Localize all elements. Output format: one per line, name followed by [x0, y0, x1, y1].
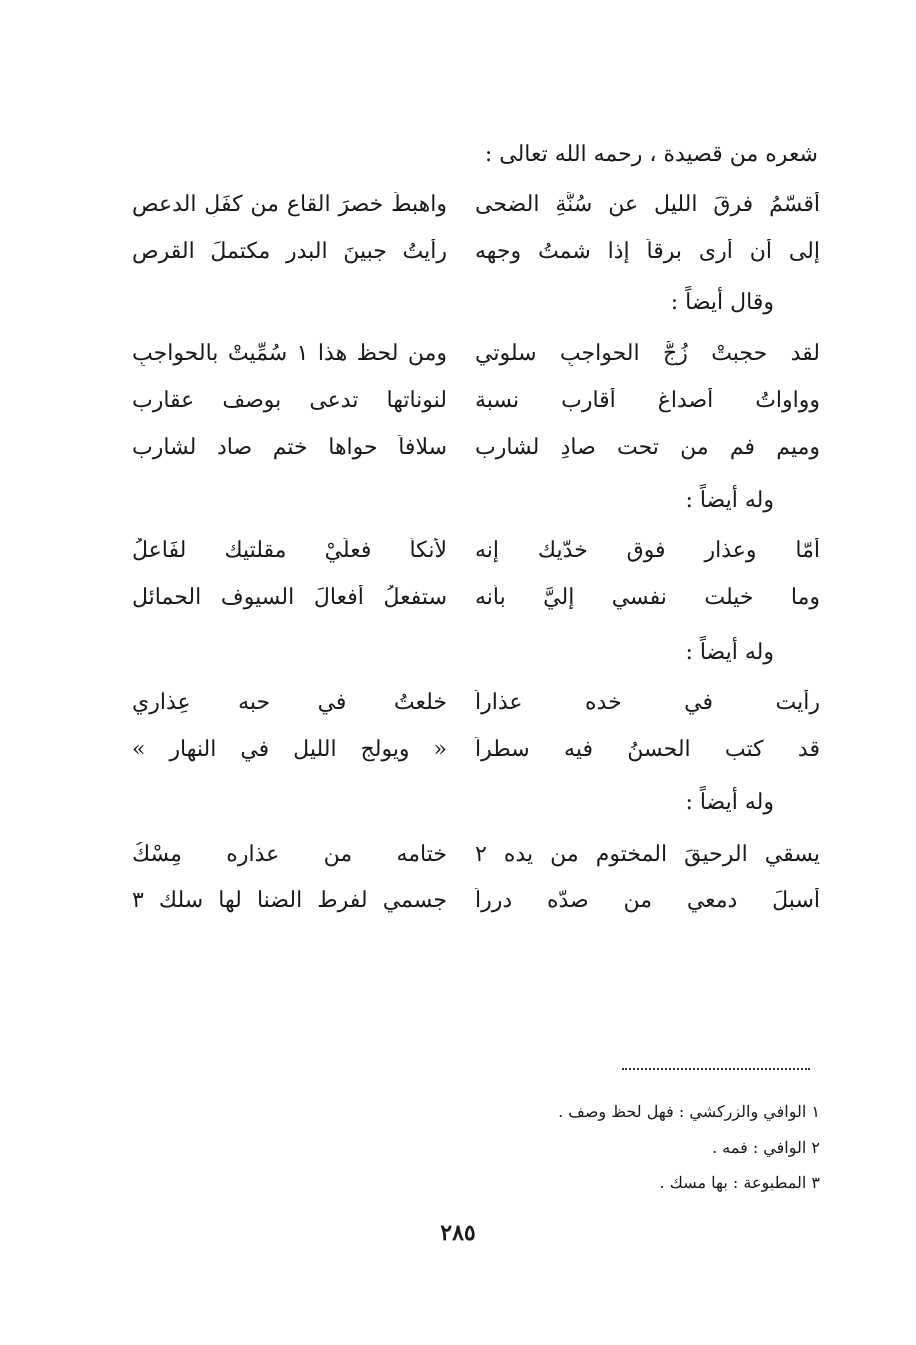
- verse-second-hemistich: سلافاً حواها ختم صاد لشارب: [132, 435, 447, 460]
- verse-first-hemistich: رأيت في خده عذاراً: [475, 690, 820, 715]
- section-heading: وله أيضاً :: [685, 640, 774, 665]
- verse-line: [120, 341, 820, 381]
- verse-first-hemistich: أسبلَ دمعي من صدّه درراً: [475, 888, 820, 913]
- verse-first-hemistich: وواواتُ أصداغ أقارب نسبة: [475, 388, 820, 413]
- verse-first-hemistich: إلى أن أرى برقاً إذا شمتُ وجهه: [475, 239, 820, 264]
- verse-line: [120, 435, 820, 475]
- footnote: ٢ الوافي : فمه .: [712, 1138, 820, 1157]
- verse-first-hemistich: وما خيلت نفسي إليَّ بأنه: [475, 585, 820, 610]
- verse-line: [120, 842, 820, 882]
- verse-line: [120, 737, 820, 777]
- section-heading: وله أيضاً :: [685, 488, 774, 513]
- verse-second-hemistich: لنوناتها تدعى بوصف عقارب: [132, 388, 447, 413]
- verse-line: [120, 388, 820, 428]
- verse-first-hemistich: لقد حجبتْ زُجُّ الحواجبِ سلوتي: [475, 341, 820, 366]
- verse-line: [120, 538, 820, 578]
- verse-second-hemistich: رأيتُ جبينَ البدر مكتملَ القرص: [132, 239, 447, 264]
- verse-second-hemistich: « ويولج الليل في النهار »: [132, 737, 447, 762]
- verse-line: [120, 239, 820, 279]
- intro-line: شعره من قصيدة ، رحمه الله تعالى :: [484, 142, 818, 167]
- verse-line: [120, 585, 820, 625]
- page-number: ٢٨٥: [440, 1220, 476, 1246]
- verse-second-hemistich: ختامه من عذاره مِسْكُ: [132, 842, 447, 867]
- verse-second-hemistich: ستفعلُ أفعالَ السيوف الحمائل: [132, 585, 447, 610]
- verse-first-hemistich: قد كتب الحسنُ فيه سطراً: [475, 737, 820, 762]
- verse-line: [120, 888, 820, 928]
- verse-second-hemistich: جسمي لفرط الضنا لها سلك ٣: [132, 888, 447, 913]
- verse-second-hemistich: واهبطُ خصرَ القاع من كفَلِ الدعصِ: [132, 192, 447, 217]
- verse-second-hemistich: ومن لحظ هذا ١ سُمِّيتْ بالحواجبِ: [132, 341, 447, 366]
- verse-line: [120, 690, 820, 730]
- verse-line: [120, 192, 820, 232]
- verse-first-hemistich: وميم فم من تحت صادِ لشارب: [475, 435, 820, 460]
- verse-first-hemistich: يسقي الرحيقَ المختوم من يده ٢: [475, 842, 820, 867]
- footnote-separator: [622, 1068, 810, 1070]
- verse-second-hemistich: خلعتُ في حبه عِذاري: [132, 690, 447, 715]
- verse-second-hemistich: لأنكأ فعلَيْ مقلتيك لفَاعلُ: [132, 538, 447, 563]
- verse-first-hemistich: أمّا وعذارِ فوق خدّيك إنه: [475, 538, 820, 563]
- footnote: ١ الوافي والزركشي : فهل لحظ وصف .: [558, 1102, 820, 1121]
- verse-first-hemistich: أقسّمُ فرقَ الليل عن سُنَّةِ الضحى: [475, 192, 820, 217]
- footnote: ٣ المطبوعة : بها مسك .: [659, 1173, 820, 1192]
- section-heading: وقال أيضاً :: [670, 290, 774, 315]
- section-heading: وله أيضاً :: [685, 790, 774, 815]
